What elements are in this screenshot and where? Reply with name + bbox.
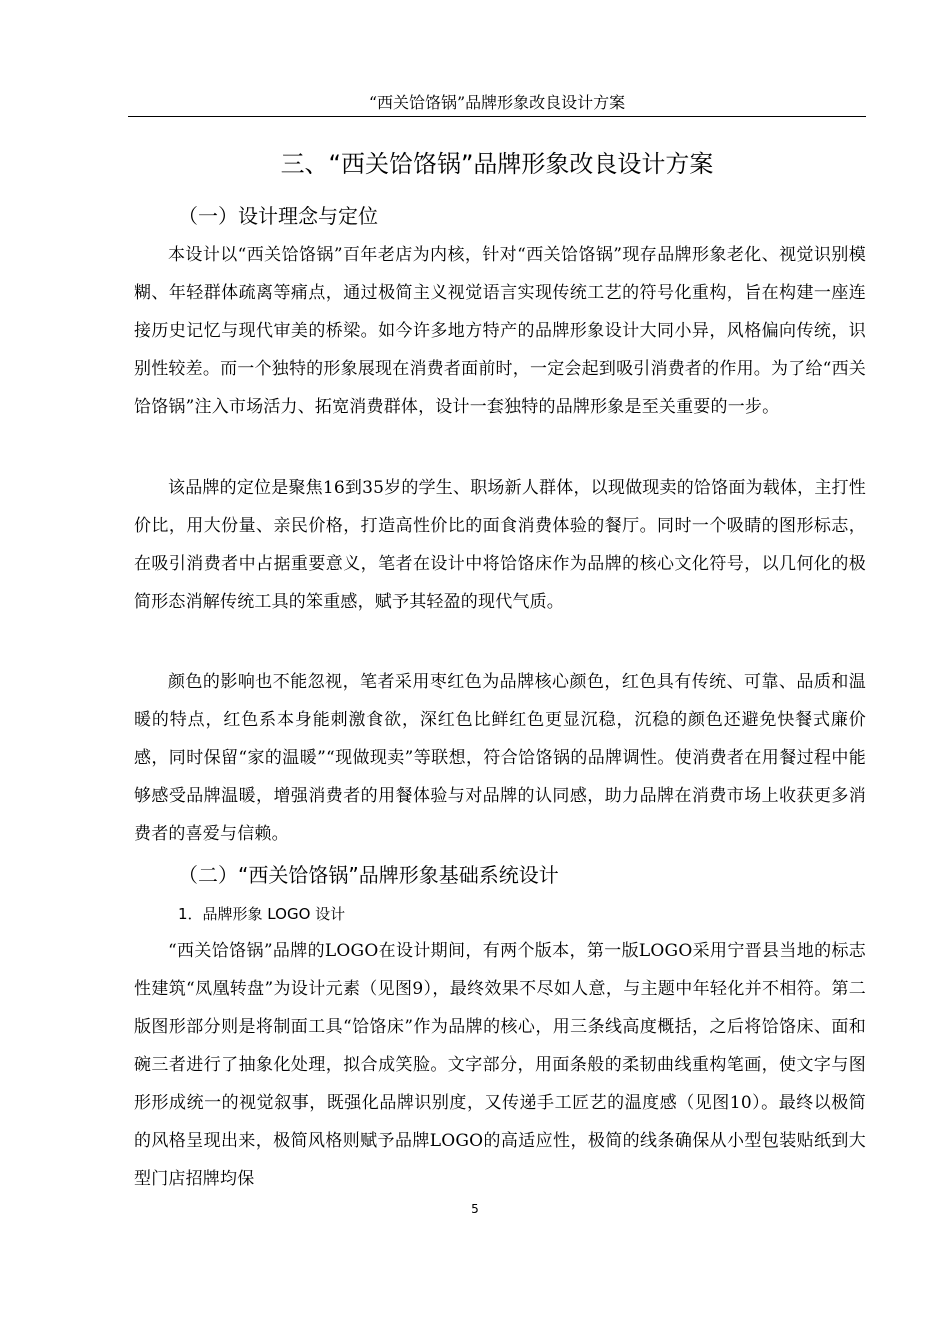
chapter-title: 三、“西关饸饹锅”品牌形象改良设计方案: [280, 150, 714, 178]
header-rule: [128, 116, 866, 117]
body-paragraph: 本设计以“西关饸饹锅”百年老店为内核，针对“西关饸饹锅”现存品牌形象老化、视觉识别模糊、年轻群体疏离等痛点，通过极简主义视觉语言实现传统工艺的符号化重构，旨在构建一座连接历史记忆与现代审美的桥梁。如今许多地方特产的品牌形象设计大同小异，风格偏向传统，识别性较差。而一个独特的形象展现在消费者面前时，一定会起到吸引消费者的作用。为了给“西关饸饹锅”注入市场活力、拓宽消费群体，设计一套独特的品牌形象是至关重要的一步。: [134, 245, 866, 417]
subsection-title-logo-design: 1．品牌形象 LOGO 设计: [178, 905, 346, 923]
section-title-basic-system: （二）“西关饸饹锅”品牌形象基础系统设计: [178, 863, 559, 887]
body-paragraph: 颜色的影响也不能忽视，笔者采用枣红色为品牌核心颜色，红色具有传统、可靠、品质和温暖的特点，红色系本身能刺激食欲，深红色比鲜红色更显沉稳，沉稳的颜色还避免快餐式廉价感，同时保留“家的温暖”“现做现卖”等联想，符合饸饹锅的品牌调性。使消费者在用餐过程中能够感受品牌温暖，增强消费者的用餐体验与对品牌的认同感，助力品牌在消费市场上收获更多消费者的喜爱与信赖。: [134, 672, 866, 844]
page-number: 5: [471, 1202, 479, 1216]
section-title-design-concept: （一）设计理念与定位: [178, 204, 378, 228]
body-paragraph: 该品牌的定位是聚焦16到35岁的学生、职场新人群体，以现做现卖的饸饹面为载体，主打性价比，用大份量、亲民价格，打造高性价比的面食消费体验的餐厅。同时一个吸睛的图形标志，在吸引消费者中占据重要意义，笔者在设计中将饸饹床作为品牌的核心文化符号，以几何化的极简形态消解传统工具的笨重感，赋予其轻盈的现代气质。: [134, 478, 866, 612]
running-header: “西关饸饹锅”品牌形象改良设计方案: [368, 93, 626, 112]
body-paragraph: “西关饸饹锅”品牌的LOGO在设计期间，有两个版本，第一版LOGO采用宁晋县当地的标志性建筑“凤凰转盘”为设计元素（见图9），最终效果不尽如人意，与主题中年轻化并不相符。第二版图形部分则是将制面工具“饸饹床”作为品牌的核心，用三条线高度概括，之后将饸饹床、面和碗三者进行了抽象化处理，拟合成笑脸。文字部分，用面条般的柔韧曲线重构笔画，使文字与图形形成统一的视觉叙事，既强化品牌识别度，又传递手工匠艺的温度感（见图10）。最终以极简的风格呈现出来，极简风格则赋予品牌LOGO的高适应性，极简的线条确保从小型包装贴纸到大型门店招牌均保: [134, 941, 866, 1189]
